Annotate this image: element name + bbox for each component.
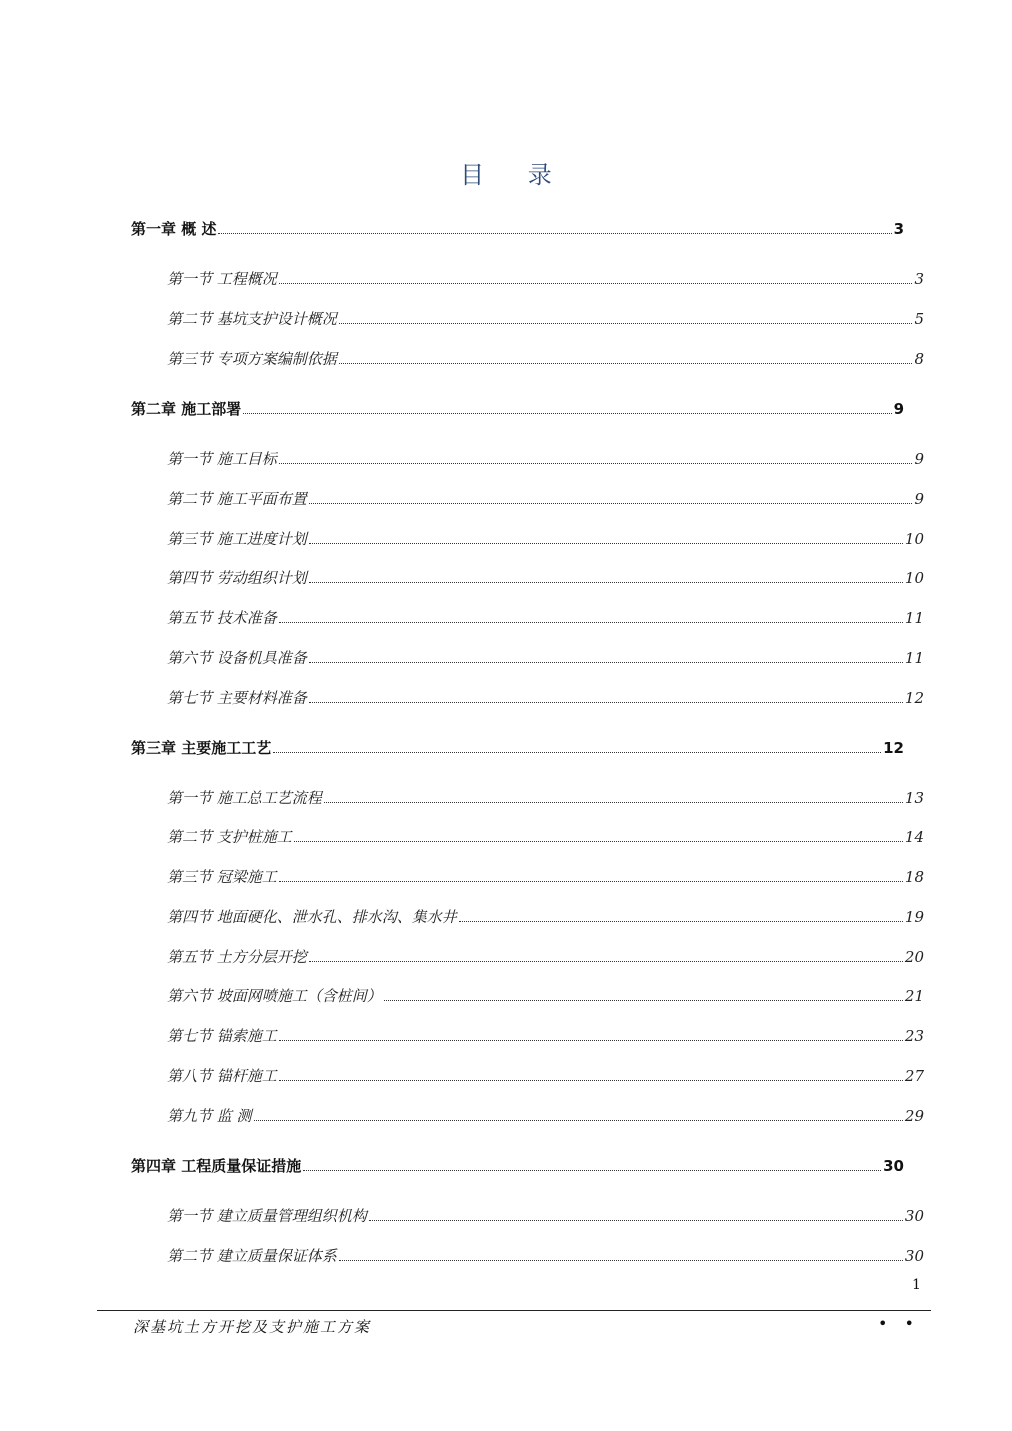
toc-section-entry[interactable] [167,607,924,628]
toc-section-entry[interactable] [167,448,924,469]
dot-leader [279,462,913,464]
toc-chapter-entry-label: 第三章 主要施工工艺 [131,739,272,757]
dot-leader [324,801,903,803]
footer-document-title: 深基坑土方开挖及支护施工方案 [133,1318,372,1336]
toc-section-entry[interactable] [167,946,924,967]
toc-chapter-entry-label: 第一章 概 述 [131,220,217,238]
dot-leader [279,1079,903,1081]
toc-chapter-entry[interactable] [131,737,904,758]
toc-section-entry-page: 13 [904,789,924,807]
toc-section-entry[interactable] [167,687,924,708]
footer-divider [97,1310,931,1311]
dot-leader [254,1119,903,1121]
toc-chapter-entry-label: 第四章 工程质量保证措施 [131,1157,302,1175]
dot-leader [218,232,891,234]
toc-section-entry-label: 第一节 施工目标 [167,450,277,468]
toc-section-entry-page: 12 [904,689,924,707]
toc-section-entry[interactable] [167,985,924,1006]
toc-section-entry-page: 10 [904,569,924,587]
toc-section-entry[interactable] [167,1105,924,1126]
dot-leader [309,960,903,962]
dot-leader [459,920,903,922]
dot-leader [279,621,903,623]
toc-section-entry-page: 5 [914,310,924,328]
toc-section-entry-label: 第二节 建立质量保证体系 [167,1247,337,1265]
toc-chapter-entry-page: 3 [893,220,904,238]
toc-section-entry[interactable] [167,567,924,588]
dot-leader [294,840,903,842]
toc-section-entry-label: 第五节 技术准备 [167,609,277,627]
toc-chapter-entry[interactable] [131,218,904,239]
dot-leader [309,701,903,703]
toc-section-entry-label: 第三节 施工进度计划 [167,530,307,548]
toc-section-entry[interactable] [167,528,924,549]
toc-section-entry-page: 23 [904,1027,924,1045]
dot-leader [309,542,903,544]
toc-section-entry[interactable] [167,906,924,927]
toc-section-entry-page: 30 [904,1247,924,1265]
dot-leader [309,661,903,663]
toc-section-entry-label: 第一节 工程概况 [167,270,277,288]
toc-section-entry-label: 第三节 专项方案编制依据 [167,350,337,368]
toc-section-entry-label: 第二节 基坑支护设计概况 [167,310,337,328]
toc-section-entry-page: 20 [904,948,924,966]
toc-section-entry-page: 30 [904,1207,924,1225]
dot-leader [309,581,903,583]
dot-leader [339,322,913,324]
toc-section-entry-page: 27 [904,1067,924,1085]
dot-leader [339,1259,903,1261]
dot-leader [279,282,913,284]
dot-leader [273,751,881,753]
toc-section-entry-label: 第二节 支护桩施工 [167,828,292,846]
toc-section-entry-label: 第四节 地面硬化、泄水孔、排水沟、集水井 [167,908,457,926]
toc-section-entry-page: 9 [914,450,924,468]
dot-leader [339,362,913,364]
toc-section-entry-label: 第七节 锚索施工 [167,1027,277,1045]
dot-leader [309,502,913,504]
toc-section-entry-label: 第四节 劳动组织计划 [167,569,307,587]
toc-section-entry[interactable] [167,1025,924,1046]
toc-section-entry-page: 29 [904,1107,924,1125]
toc-section-entry-page: 3 [914,270,924,288]
toc-section-entry-page: 18 [904,868,924,886]
dot-leader [279,880,903,882]
toc-chapter-entry[interactable] [131,1155,904,1176]
toc-chapter-entry-page: 12 [883,739,904,757]
toc-chapter-entry-label: 第二章 施工部署 [131,400,242,418]
toc-section-entry[interactable] [167,866,924,887]
toc-chapter-entry-page: 30 [883,1157,904,1175]
toc-section-entry-label: 第六节 坡面网喷施工（含桩间） [167,987,382,1005]
toc-section-entry[interactable] [167,268,924,289]
dot-leader [243,412,891,414]
footer-marks: • • [878,1314,920,1333]
toc-section-entry-label: 第八节 锚杆施工 [167,1067,277,1085]
toc-section-entry[interactable] [167,647,924,668]
toc-section-entry-label: 第三节 冠梁施工 [167,868,277,886]
toc-section-entry[interactable] [167,348,924,369]
toc-section-entry-label: 第五节 土方分层开挖 [167,948,307,966]
toc-section-entry[interactable] [167,1245,924,1266]
toc-section-entry-label: 第一节 建立质量管理组织机构 [167,1207,367,1225]
toc-section-entry[interactable] [167,1205,924,1226]
dot-leader [303,1169,881,1171]
dot-leader [384,999,903,1001]
toc-section-entry-label: 第九节 监 测 [167,1107,252,1125]
toc-section-entry-page: 10 [904,530,924,548]
dot-leader [279,1039,903,1041]
toc-section-entry-label: 第二节 施工平面布置 [167,490,307,508]
toc-section-entry[interactable] [167,308,924,329]
toc-section-entry-page: 11 [904,609,924,627]
toc-section-entry[interactable] [167,488,924,509]
toc-section-entry-label: 第六节 设备机具准备 [167,649,307,667]
toc-section-entry-page: 19 [904,908,924,926]
toc-section-entry-page: 14 [904,828,924,846]
toc-section-entry[interactable] [167,787,924,808]
toc-section-entry-label: 第一节 施工总工艺流程 [167,789,322,807]
toc-section-entry-page: 9 [914,490,924,508]
toc-chapter-entry[interactable] [131,398,904,419]
toc-section-entry[interactable] [167,826,924,847]
toc-section-entry-label: 第七节 主要材料准备 [167,689,307,707]
toc-section-entry-page: 8 [914,350,924,368]
toc-title: 目 录 [460,161,570,189]
toc-section-entry[interactable] [167,1065,924,1086]
toc-chapter-entry-page: 9 [893,400,904,418]
toc-section-entry-page: 21 [904,987,924,1005]
dot-leader [369,1219,903,1221]
toc-section-entry-page: 11 [904,649,924,667]
page-number: 1 [912,1277,921,1293]
